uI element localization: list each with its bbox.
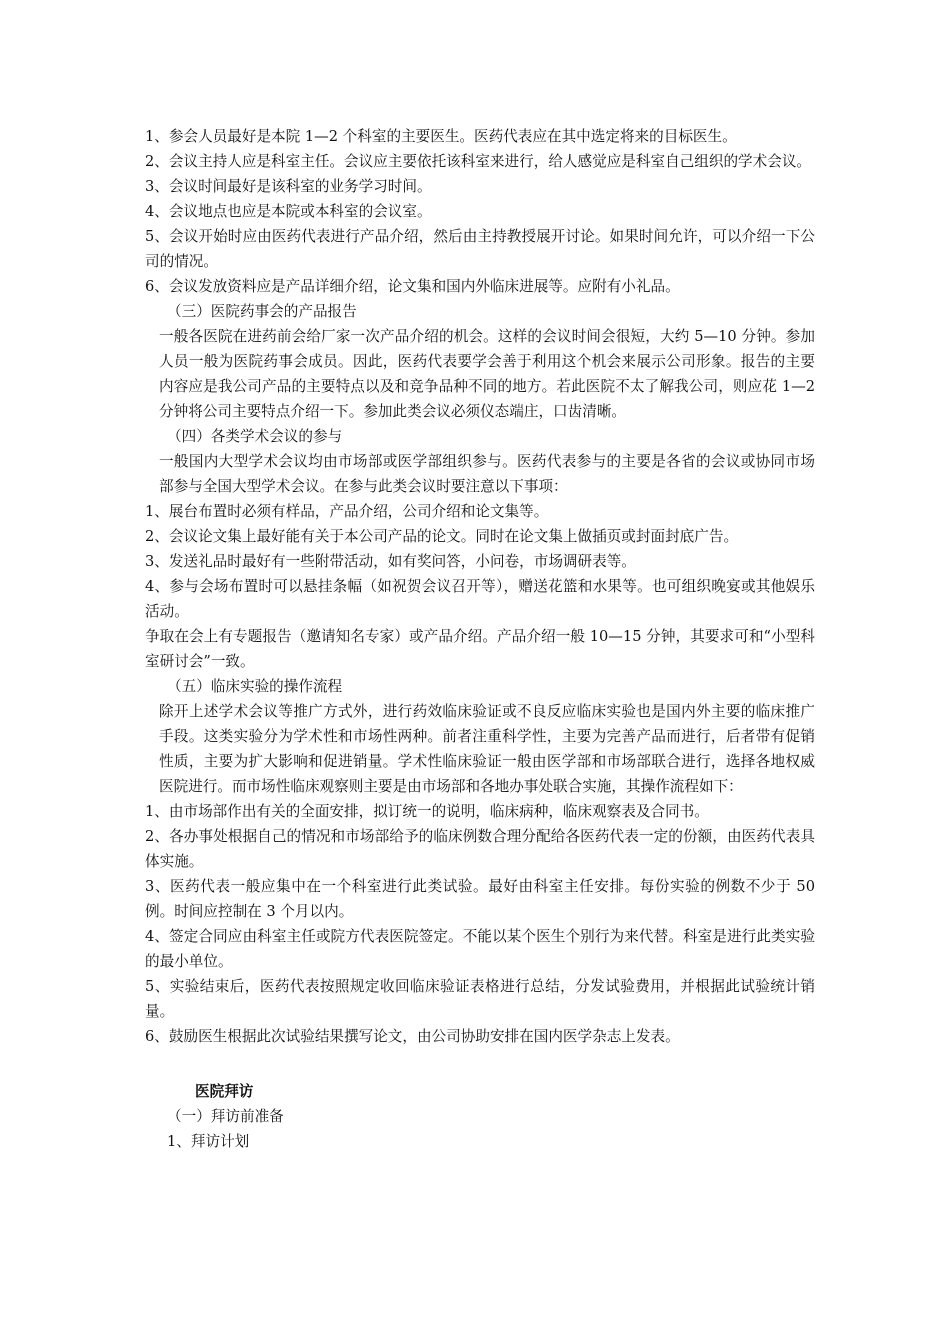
paragraph: 2、各办事处根据自己的情况和市场部给予的临床例数合理分配给各医药代表一定的份额，由医药代表具体实施。 <box>145 828 815 870</box>
section-title: （三）医院药事会的产品报告 <box>167 303 357 320</box>
paragraph: 4、签定合同应由科室主任或院方代表医院签定。不能以某个医生个别行为来代替。科室是进行此类实验的最小单位。 <box>145 928 815 970</box>
paragraph: 一般各医院在进药前会给厂家一次产品介绍的机会。这样的会议时间会很短，大约 5—10 分钟。参加人员一般为医院药事会成员。因此，医药代表要学会善于利用这个机会来展示公司形象。报告的主要内容应是我公司产品的主要特点以及和竞争品种不同的地方。若此医院不太了解我公司，则应花 1—2 分钟将公司主要特点介绍一下。参加此类会议必须仪态端庄，口齿清晰。 <box>159 328 815 420</box>
paragraph: 1、参会人员最好是本院 1—2 个科室的主要医生。医药代表应在其中选定将来的目标医生。 <box>145 128 737 145</box>
spacer <box>145 1049 815 1073</box>
paragraph: 争取在会上有专题报告（邀请知名专家）或产品介绍。产品介绍一般 10—15 分钟，其要求可和“小型科室研讨会”一致。 <box>145 628 815 670</box>
document-body <box>145 124 815 1154</box>
paragraph: 2、会议论文集上最好能有关于本公司产品的论文。同时在论文集上做插页或封面封底广告。 <box>145 528 739 545</box>
subsection-title: （一）拜访前准备 <box>167 1108 284 1125</box>
paragraph: 3、发送礼品时最好有一些附带活动，如有奖问答，小问卷，市场调研表等。 <box>145 553 636 570</box>
paragraph: 3、会议时间最好是该科室的业务学习时间。 <box>145 178 432 195</box>
paragraph: 2、会议主持人应是科室主任。会议应主要依托该科室来进行，给人感觉应是科室自己组织的学术会议。 <box>145 153 812 170</box>
paragraph: 除开上述学术会议等推广方式外，进行药效临床验证或不良反应临床实验也是国内外主要的临床推广手段。这类实验分为学术性和市场性两种。前者注重科学性，主要为完善产品而进行，后者带有促销性质，主要为扩大影响和促进销量。学术性临床验证一般由医学部和市场部联合进行，选择各地权威医院进行。而市场性临床观察则主要是由市场部和各地办事处联合实施，其操作流程如下： <box>159 703 815 795</box>
paragraph: 6、鼓励医生根据此次试验结果撰写论文，由公司协助安排在国内医学杂志上发表。 <box>145 1028 680 1045</box>
paragraph: 4、会议地点也应是本院或本科室的会议室。 <box>145 203 432 220</box>
section-title: （五）临床实验的操作流程 <box>167 678 343 695</box>
paragraph: 4、参与会场布置时可以悬挂条幅（如祝贺会议召开等），赠送花篮和水果等。也可组织晚宴或其他娱乐活动。 <box>145 578 815 620</box>
paragraph: 5、会议开始时应由医药代表进行产品介绍，然后由主持教授展开讨论。如果时间允许，可以介绍一下公司的情况。 <box>145 228 815 270</box>
paragraph: 6、会议发放资料应是产品详细介绍，论文集和国内外临床进展等。应附有小礼品。 <box>145 278 680 295</box>
section-heading: 医院拜访 <box>195 1083 254 1100</box>
paragraph: 5、实验结束后，医药代表按照规定收回临床验证表格进行总结，分发试验费用，并根据此试验统计销量。 <box>145 978 815 1020</box>
paragraph: 1、由市场部作出有关的全面安排，拟订统一的说明，临床病种，临床观察表及合同书。 <box>145 803 709 820</box>
section-title: （四）各类学术会议的参与 <box>167 428 343 445</box>
paragraph: 1、展台布置时必须有样品，产品介绍，公司介绍和论文集等。 <box>145 503 549 520</box>
paragraph: 一般国内大型学术会议均由市场部或医学部组织参与。医药代表参与的主要是各省的会议或协同市场部参与全国大型学术会议。在参与此类会议时要注意以下事项： <box>159 453 815 495</box>
list-item: 1、拜访计划 <box>167 1133 250 1150</box>
paragraph: 3、医药代表一般应集中在一个科室进行此类试验。最好由科室主任安排。每份实验的例数不少于 50 例。时间应控制在 3 个月以内。 <box>145 878 815 920</box>
